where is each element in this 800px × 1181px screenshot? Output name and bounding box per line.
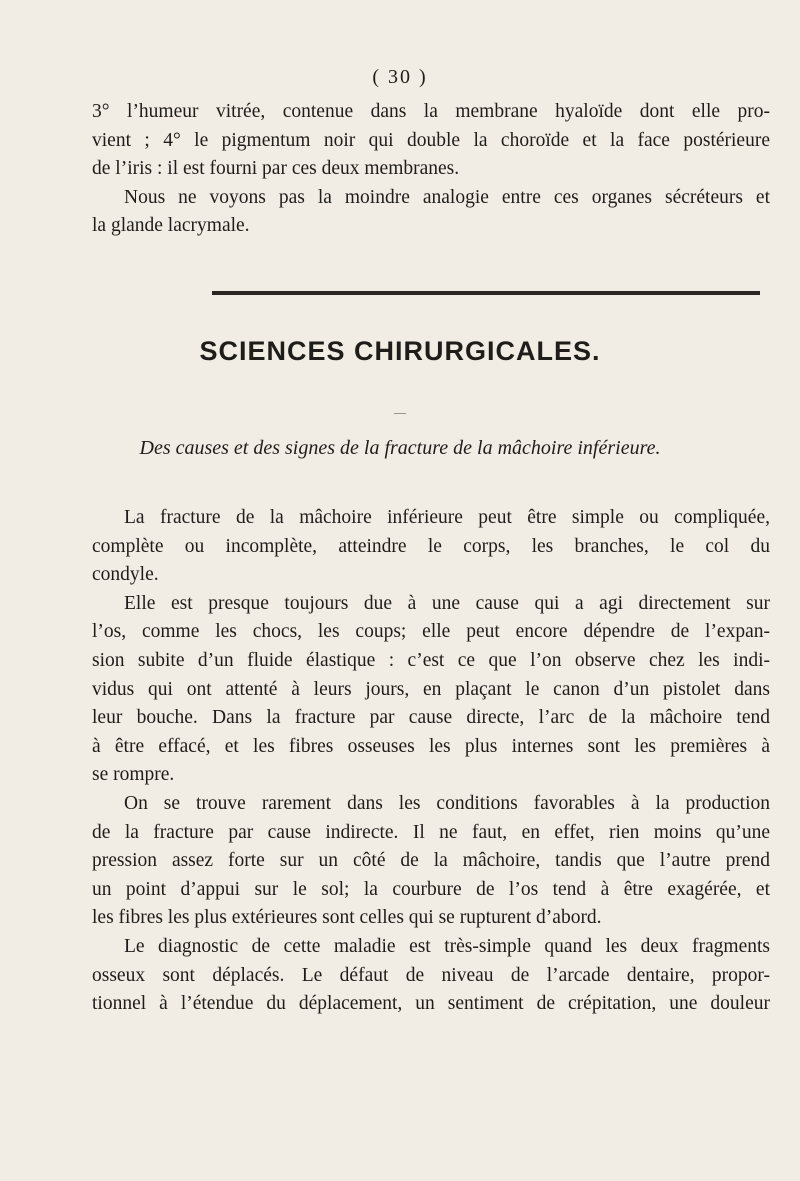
- horizontal-rule: [212, 291, 760, 295]
- text-line: leur bouche. Dans la fracture par cause directe, l’arc de la mâchoire tend: [92, 707, 770, 729]
- text-line: vient ; 4° le pigmentum noir qui double la choroïde et la face postérieure: [92, 129, 770, 151]
- text-line: Le diagnostic de cette maladie est très-simple quand les deux fragments: [124, 935, 770, 957]
- section-subtitle: Des causes et des signes de la fracture de la mâchoire inférieure.: [139, 437, 661, 459]
- text-line: un point d’appui sur le sol; la courbure de l’os tend à être exagérée, et: [92, 878, 770, 900]
- text-line: sion subite d’un fluide élastique : c’est ce que l’on observe chez les indi-: [92, 649, 770, 671]
- text-line: tionnel à l’étendue du déplacement, un sentiment de crépitation, une douleur: [92, 993, 770, 1015]
- section-heading: SCIENCES CHIRURGICALES.: [199, 336, 601, 366]
- text-line: pression assez forte sur un côté de la mâchoire, tandis que l’autre prend: [92, 850, 770, 872]
- text-line: de l’iris : il est fourni par ces deux membranes.: [92, 158, 460, 180]
- text-line: Elle est presque toujours due à une cause qui a agi directement sur: [124, 592, 770, 614]
- page-number: ( 30 ): [372, 66, 428, 88]
- text-line: La fracture de la mâchoire inférieure peut être simple ou compliquée,: [124, 507, 770, 528]
- text-line: 3° l’humeur vitrée, contenue dans la membrane hyaloïde dont elle pro-: [92, 101, 770, 122]
- text-line: à être effacé, et les fibres osseuses les plus internes sont les premières à: [92, 735, 770, 757]
- text-line: de la fracture par cause indirecte. Il ne faut, en effet, rien moins qu’une: [92, 821, 770, 843]
- intro-paragraphs: [92, 98, 770, 241]
- text-line: osseux sont déplacés. Le défaut de niveau de l’arcade dentaire, propor-: [92, 964, 770, 986]
- text-line: vidus qui ont attenté à leurs jours, en plaçant le canon d’un pistolet dans: [92, 678, 770, 700]
- separator-dash: —: [394, 405, 406, 419]
- text-line: complète ou incomplète, atteindre le corps, les branches, le col du: [92, 535, 770, 557]
- text-line: se rompre.: [92, 764, 175, 786]
- text-line: Nous ne voyons pas la moindre analogie entre ces organes sécréteurs et: [124, 186, 770, 208]
- text-line: la glande lacrymale.: [92, 215, 250, 237]
- body-paragraphs: [92, 504, 770, 1019]
- text-line: condyle.: [92, 564, 159, 586]
- text-line: les fibres les plus extérieures sont celles qui se rupturent d’abord.: [92, 907, 602, 929]
- text-line: l’os, comme les chocs, les coups; elle peut encore dépendre de l’expan-: [92, 621, 770, 643]
- text-line: On se trouve rarement dans les conditions favorables à la production: [124, 792, 770, 814]
